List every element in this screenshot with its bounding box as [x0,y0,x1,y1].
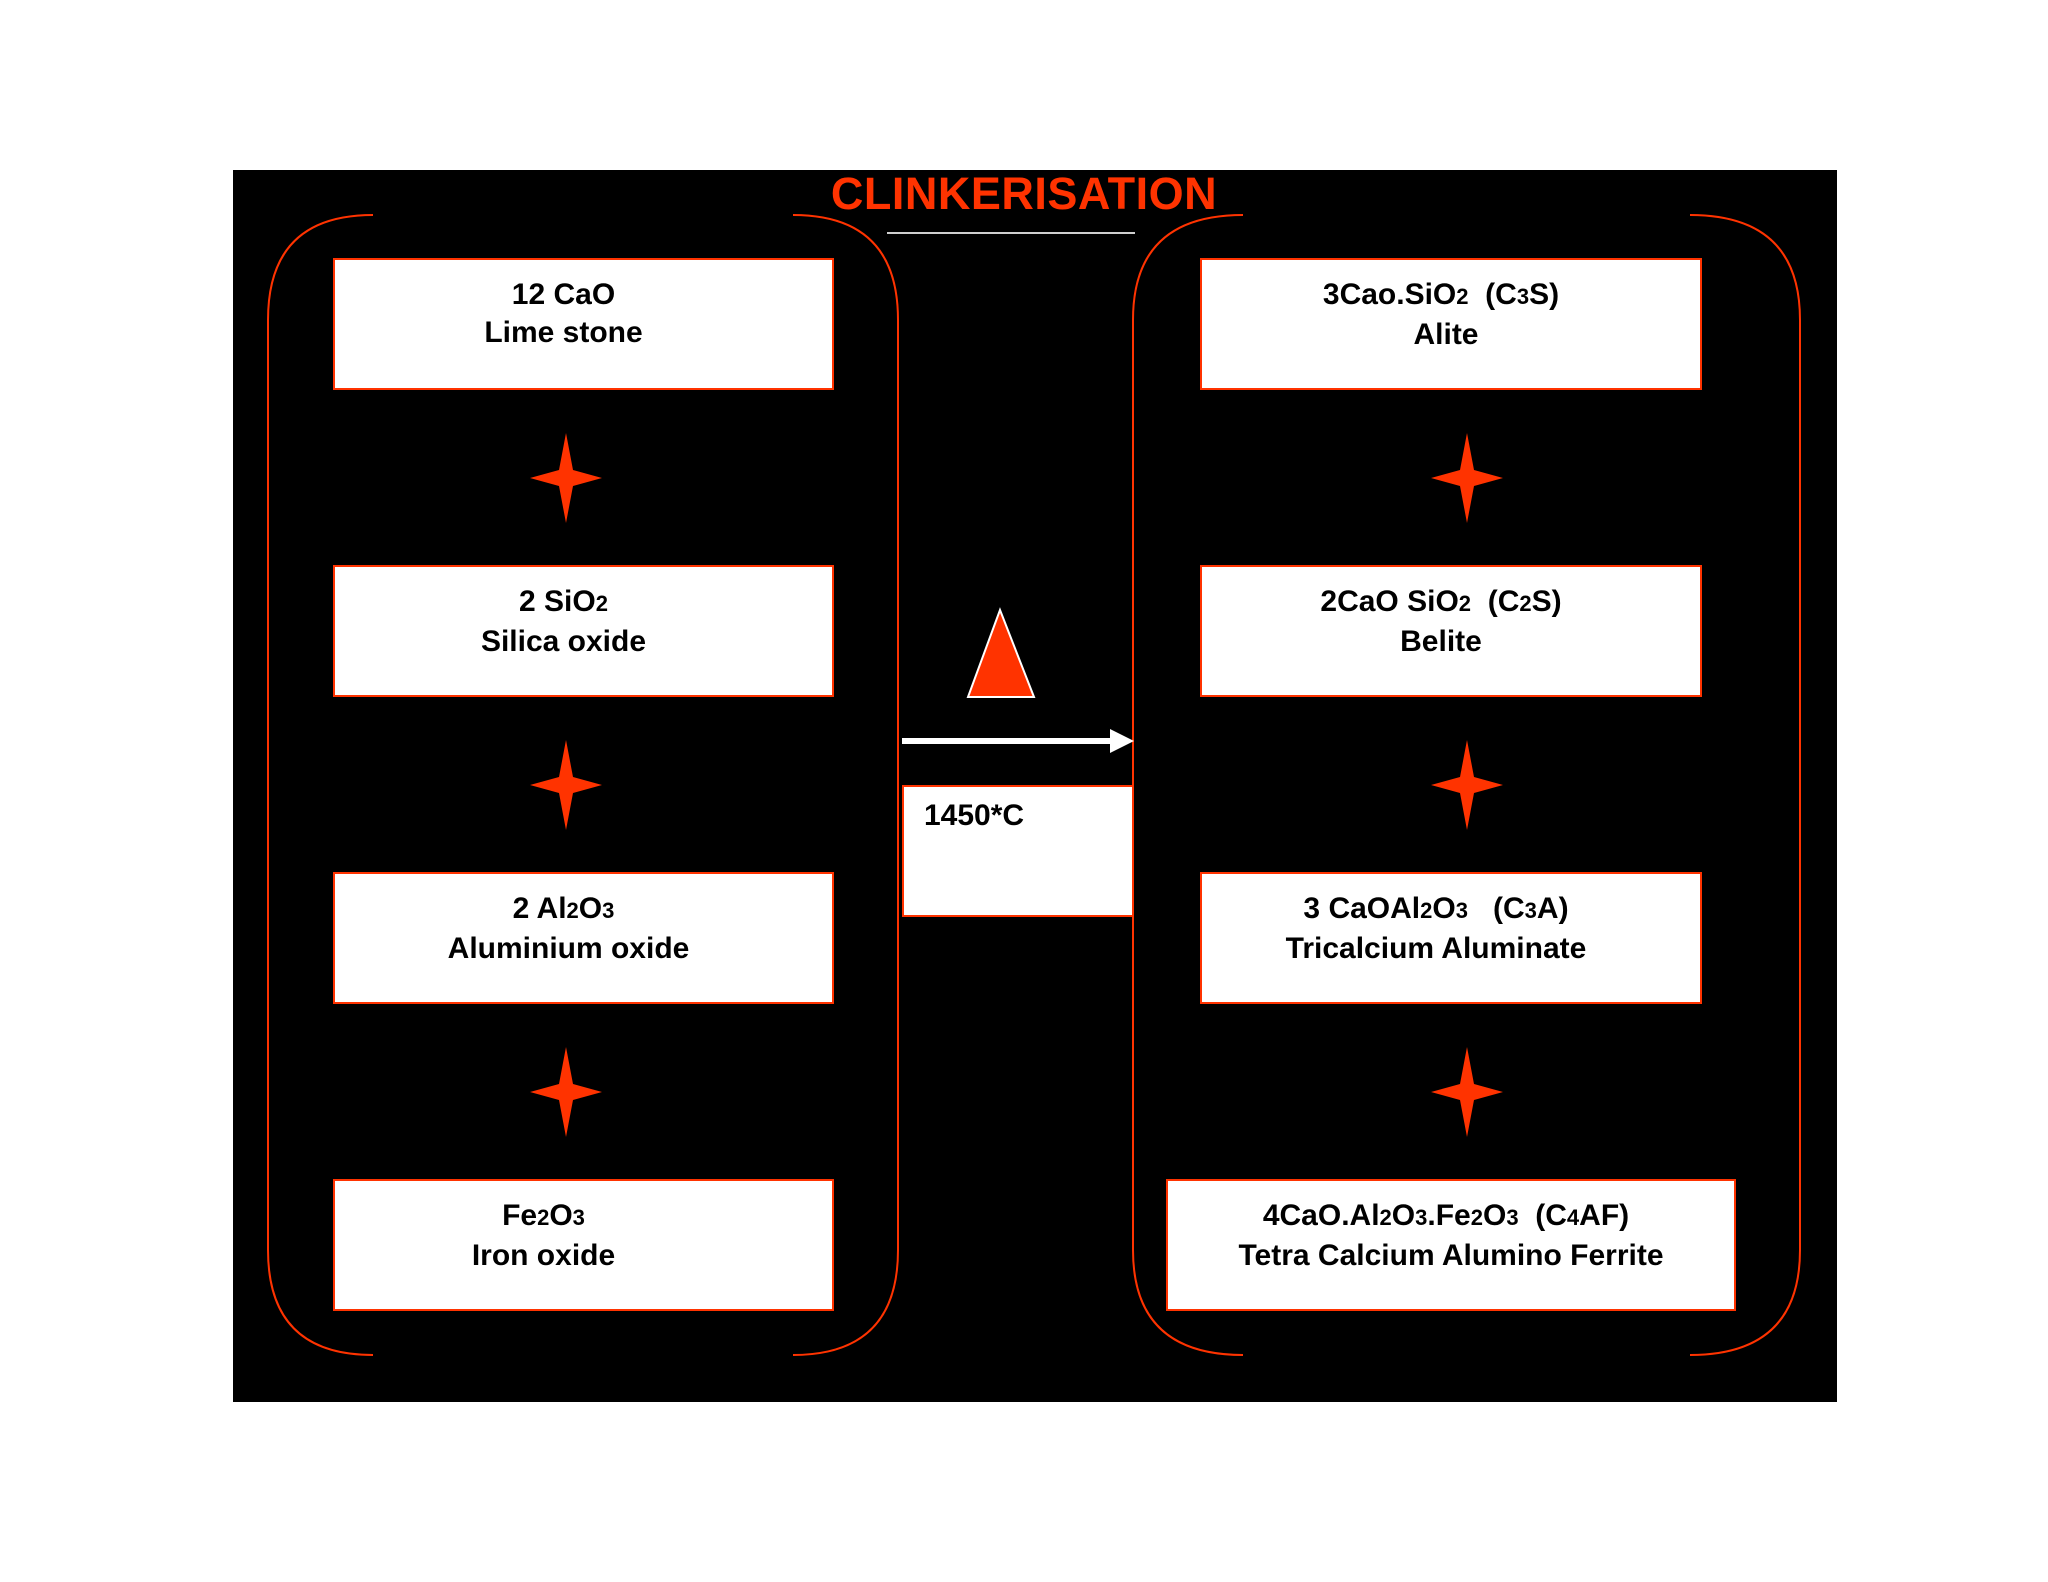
reactant-box-iron-oxide [333,1179,834,1311]
product-name: Alite [1413,318,1479,351]
reactant-box-lime-stone [333,258,834,390]
diagram-title: CLINKERISATION [830,168,1218,219]
reactant-box-silica-oxide [333,565,834,697]
four-point-star-icon [530,433,602,523]
reactant-box-aluminium-oxide [333,872,834,1004]
product-box-alite [1200,258,1702,390]
four-point-star-icon [530,740,602,830]
four-point-star-icon [530,1047,602,1137]
arrow-right-icon [902,729,1134,753]
reactant-name: Iron oxide [471,1239,616,1272]
reactant-formula: 2 Al2O3 [512,892,615,925]
product-box-belite [1200,565,1702,697]
product-formula: 4CaO.Al2O3.Fe2O3 (C4AF) [1262,1199,1630,1232]
four-point-star-icon [1431,433,1503,523]
product-name: Belite [1400,625,1482,658]
product-formula: 3Cao.SiO2 (C3S) [1322,278,1560,311]
product-name: Tetra Calcium Alumino Ferrite [1238,1239,1664,1272]
reactant-formula: 2 SiO2 [519,585,608,618]
product-box-tricalcium-aluminate [1200,872,1702,1004]
four-point-star-icon [1431,740,1503,830]
four-point-star-icon [1431,1047,1503,1137]
reactant-name: Aluminium oxide [447,932,690,965]
product-name: Tricalcium Aluminate [1285,932,1587,965]
reactant-formula: 12 CaO [511,278,616,311]
reactant-formula: Fe2O3 [502,1199,585,1232]
product-box-tetra-calcium-alumino-ferrite [1166,1179,1736,1311]
temperature-label: 1450*C [924,799,1025,832]
temperature-condition-box [902,785,1134,917]
triangle-heat-icon [968,610,1034,697]
product-formula: 2CaO SiO2 (C2S) [1320,585,1562,618]
product-formula: 3 CaOAl2O3 (C3A) [1303,892,1569,925]
reactant-name: Lime stone [484,316,643,349]
reactant-name: Silica oxide [480,625,647,658]
